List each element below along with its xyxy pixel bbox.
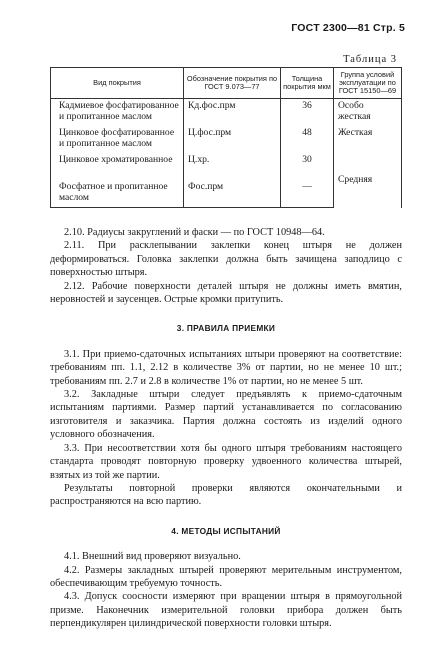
paragraph-3-2: 3.2. Закладные штыри следует предъявлять к приемо-сдаточным испытаниям партиями. Размер партий устанавливается по согласованию изготовителя и заказчика. Партия должна состоять из изделий одного условного обозначения. <box>50 389 402 441</box>
section-heading-3: 3. ПРАВИЛА ПРИЕМКИ <box>176 323 276 334</box>
page-header: ГОСТ 2300—81 Стр. 5 <box>291 22 405 34</box>
paragraph-3-3: 3.3. При несоответствии хотя бы одного штыря требованиям настоящего стандарта проводят повторную проверку удвоенного количества штырей, взятых из той же партии. <box>50 442 402 481</box>
cell-designation: Фос.прм <box>184 180 281 208</box>
col-header-coating-type: Вид покрытия <box>51 68 184 99</box>
paragraph-3-1: 3.1. При приемо-сдаточных испытаниях штыри проверяют на соответствие: требованиям пп. 1.1, 2.12 в количестве 3% от партии, но не менее 10 шт.; требованиям пп. 2.7 и 2.8 в количестве 1% от партии, но не менее 5 шт. <box>50 348 402 387</box>
paragraph-4-2: 4.2. Размеры закладных штырей проверяют мерительным инструментом, обеспечивающим требуемую точность. <box>50 564 402 589</box>
cell-thickness: — <box>281 180 334 208</box>
document-body <box>50 226 402 631</box>
col-header-designation: Обозначение покрытия по ГОСТ 9.073—77 <box>184 68 281 99</box>
paragraph-4-3: 4.3. Допуск соосности измеряют при вращении штыря в прямоугольной призме. Наконечник измерительной головки прибора должен быть перпендикулярен цилиндрической поверхности головки штыря. <box>50 591 402 630</box>
table-row <box>51 126 402 153</box>
paragraph-3-3-result: Результаты повторной проверки являются окончательными и распространяются на всю партию. <box>50 482 402 508</box>
cell-thickness: 48 <box>281 126 334 153</box>
table-row <box>51 153 402 180</box>
cell-designation: Кд.фос.прм <box>184 99 281 127</box>
cell-coating-type: Цинковое хроматированное <box>51 153 184 180</box>
cell-operating-group: Жесткая <box>334 126 402 153</box>
cell-thickness: 30 <box>281 153 334 180</box>
table-header-row <box>51 68 402 99</box>
cell-thickness: 36 <box>281 99 334 127</box>
cell-designation: Ц.хр. <box>184 153 281 180</box>
paragraph-2-10: 2.10. Радиусы закруглений и фаски — по ГОСТ 10948—64. <box>64 227 325 238</box>
paragraph-4-1: 4.1. Внешний вид проверяют визуально. <box>64 551 241 563</box>
paragraph-2-12: 2.12. Рабочие поверхности деталей штыря не должны иметь вмятин, неровностей и заусенцев. Острые кромки притупить. <box>50 280 402 306</box>
cell-designation: Ц.фос.прм <box>184 126 281 153</box>
col-header-thickness: Толщина покрытия мкм <box>281 68 334 99</box>
paragraph-2-11: 2.11. При расклепывании заклепки конец штыря не должен деформироваться. Головка заклепки должна быть зачищена заподлицо с поверхностью штыря. <box>50 240 402 279</box>
table-row <box>51 99 402 127</box>
cell-operating-group: Средняя <box>334 153 402 208</box>
table-caption: Таблица 3 <box>343 54 397 65</box>
cell-coating-type: Фосфатное и пропитанное маслом <box>51 180 184 208</box>
col-header-operating-group: Группа условий эксплуатации по ГОСТ 15150—69 <box>334 68 402 99</box>
cell-operating-group: Особо жесткая <box>334 99 402 127</box>
section-heading-4: 4. МЕТОДЫ ИСПЫТАНИЙ <box>171 525 281 536</box>
cell-coating-type: Кадмиевое фосфатированное и пропитанное маслом <box>51 99 184 127</box>
cell-coating-type: Цинковое фосфатированное и пропитанное маслом <box>51 126 184 153</box>
coating-table <box>50 67 402 208</box>
